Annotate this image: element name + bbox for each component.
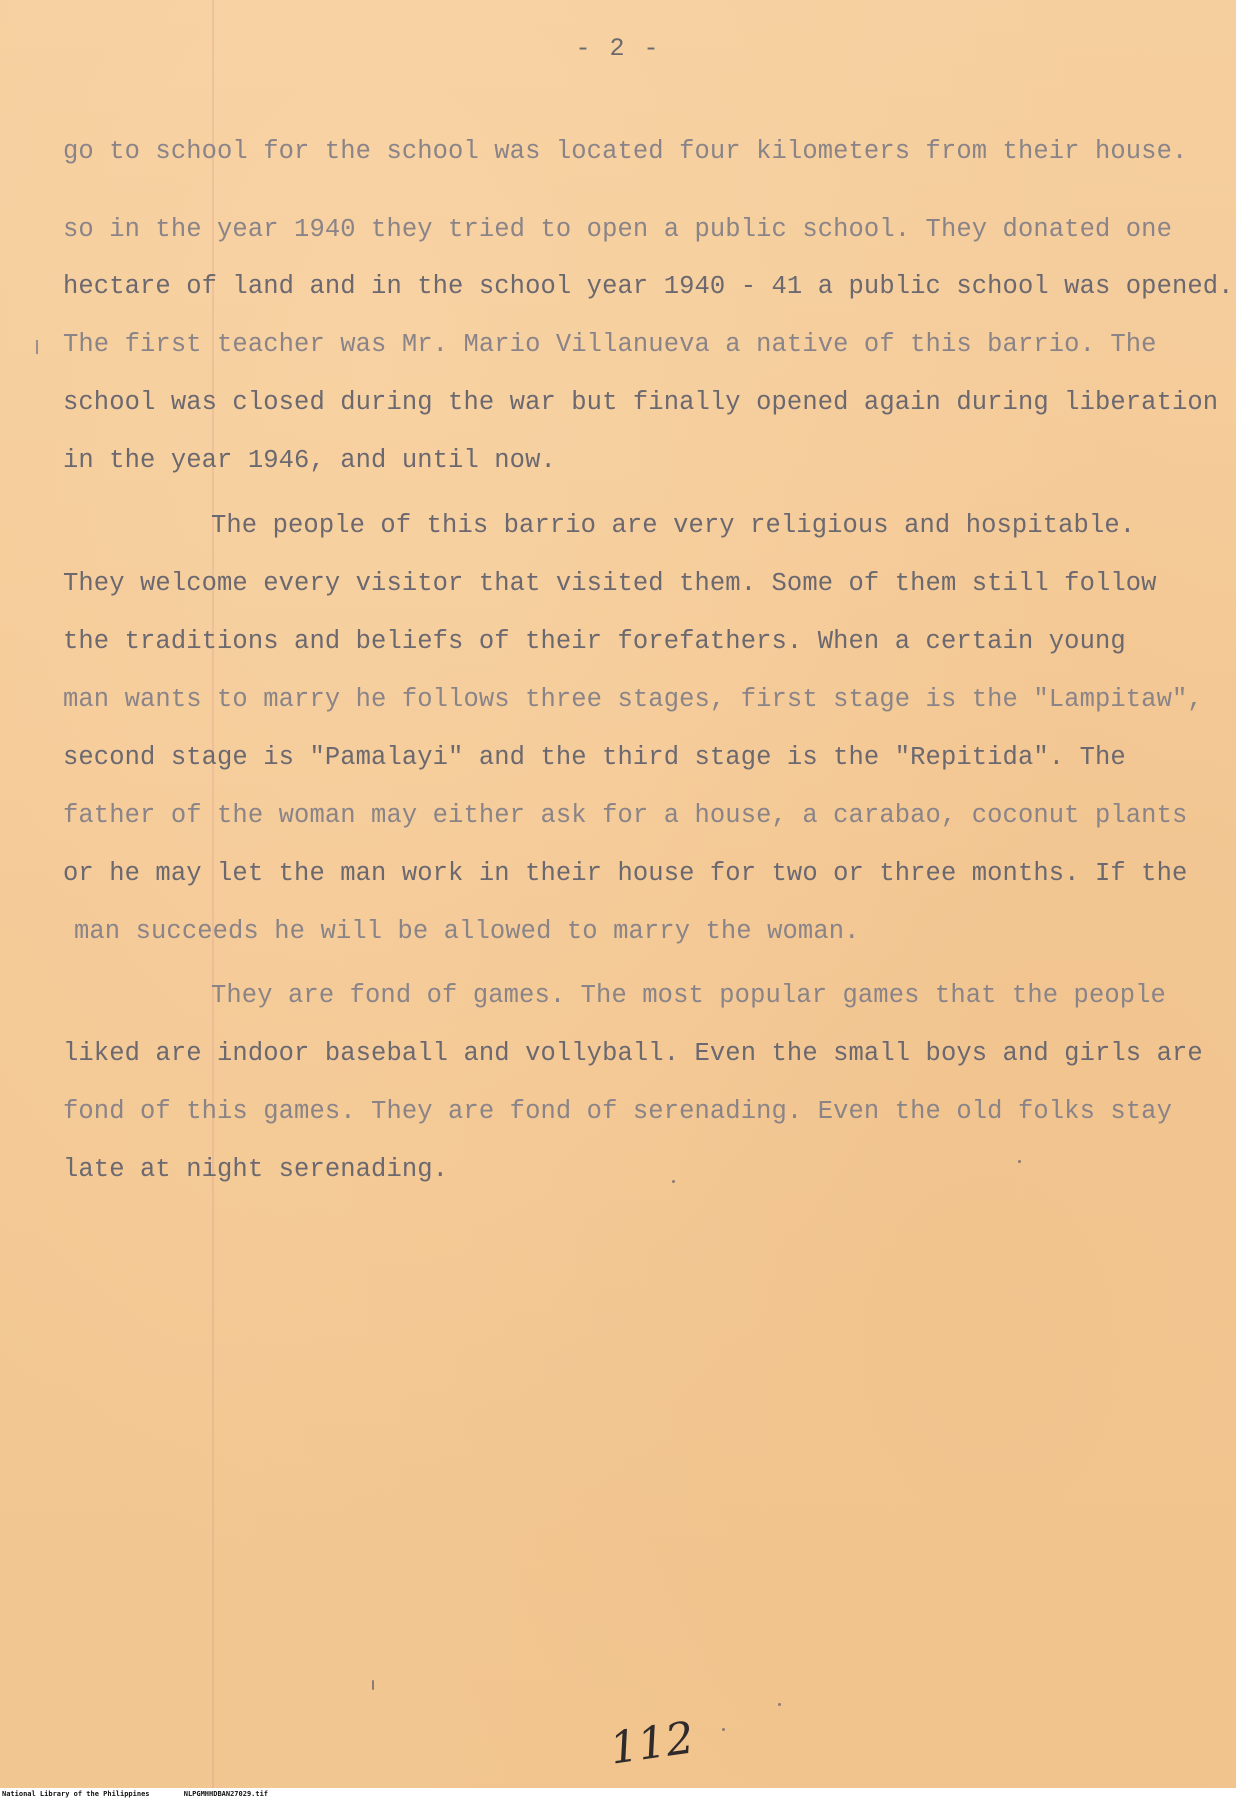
text-line-14: man succeeds he will be allowed to marry the woman.	[74, 917, 860, 946]
paper-speck	[1018, 1160, 1021, 1163]
text-line-16: liked are indoor baseball and vollyball. Even the small boys and girls are	[63, 1039, 1203, 1068]
margin-tick-mark	[36, 340, 38, 354]
text-line-6: in the year 1946, and until now.	[63, 446, 556, 475]
text-line-11: second stage is "Pamalayi" and the third stage is the "Repitida". The	[63, 743, 1126, 772]
text-line-12: father of the woman may either ask for a house, a carabao, coconut plants	[63, 801, 1188, 830]
paper-speck	[372, 1680, 374, 1690]
paper-speck	[722, 1728, 725, 1731]
paper-speck	[672, 1180, 675, 1183]
margin-rule	[212, 0, 214, 1800]
text-line-18: late at night serenading.	[63, 1155, 449, 1184]
text-line-9: the traditions and beliefs of their forefathers. When a certain young	[63, 627, 1126, 656]
scan-footer	[0, 1788, 1236, 1800]
text-line-10: man wants to marry he follows three stages, first stage is the "Lampitaw",	[63, 685, 1203, 714]
text-line-15: They are fond of games. The most popular games that the people	[211, 981, 1166, 1010]
text-line-7: The people of this barrio are very religious and hospitable.	[211, 511, 1136, 540]
page-number: - 2 -	[575, 34, 661, 63]
text-line-3: hectare of land and in the school year 1940 - 41 a public school was opened.	[63, 272, 1234, 301]
footer-institution: National Library of the Philippines	[2, 1790, 150, 1798]
footer-filename: NLPGMHHDBAN27029.tif	[183, 1790, 269, 1798]
paper-speck	[778, 1703, 781, 1706]
handwritten-folio-number: 112	[606, 1712, 698, 1775]
text-line-13: or he may let the man work in their house for two or three months. If the	[63, 859, 1188, 888]
text-line-8: They welcome every visitor that visited them. Some of them still follow	[63, 569, 1157, 598]
text-line-17: fond of this games. They are fond of serenading. Even the old folks stay	[63, 1097, 1172, 1126]
text-line-4: The first teacher was Mr. Mario Villanueva a native of this barrio. The	[63, 330, 1157, 359]
text-line-2: so in the year 1940 they tried to open a public school. They donated one	[63, 215, 1172, 244]
text-line-1: go to school for the school was located four kilometers from their house.	[63, 137, 1188, 166]
text-line-5: school was closed during the war but finally opened again during liberation	[63, 388, 1219, 417]
